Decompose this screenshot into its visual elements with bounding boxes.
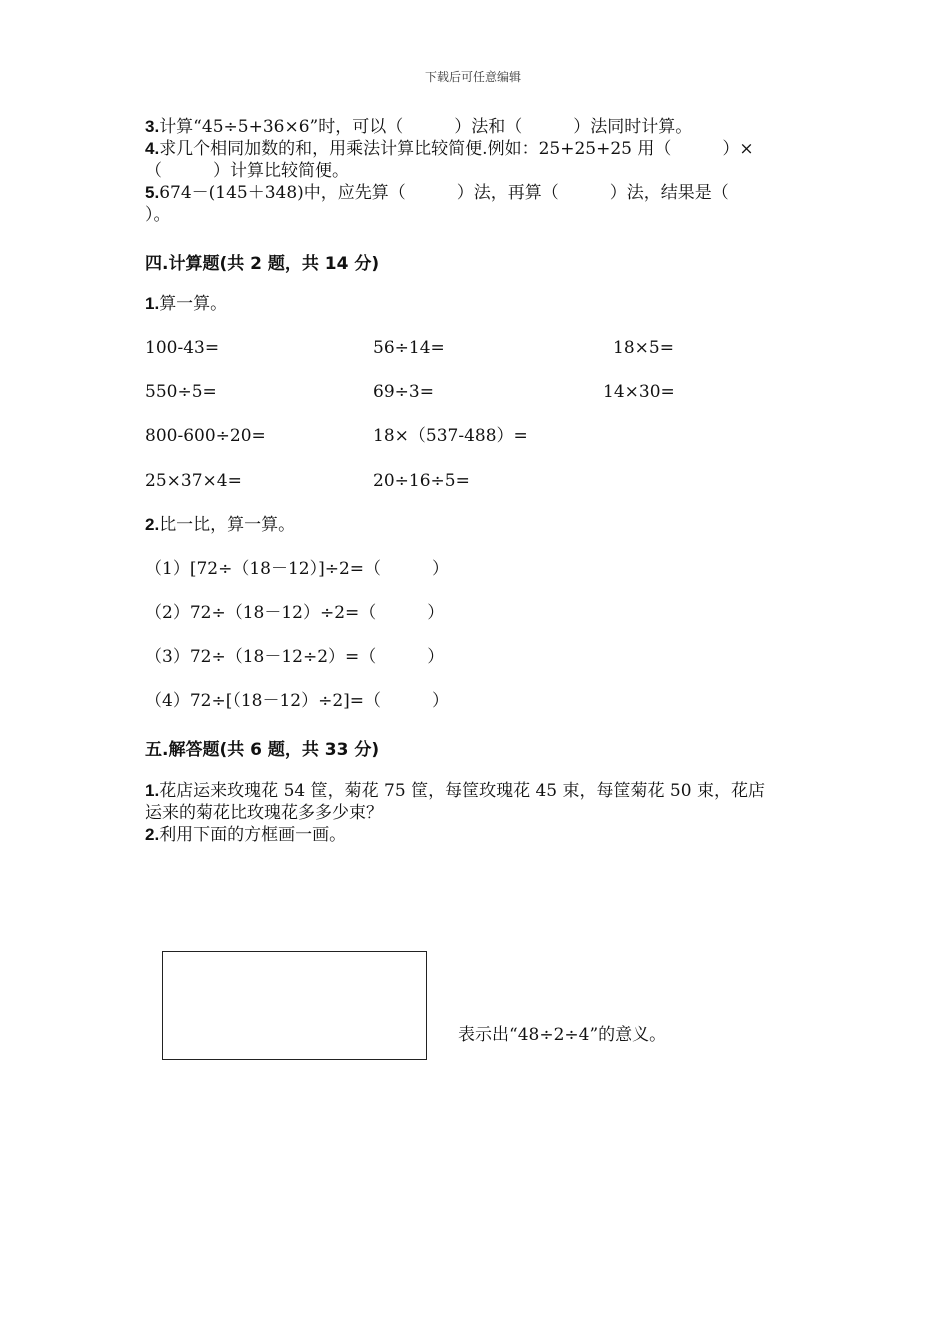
s5-question-1-line-1	[145, 780, 765, 802]
compare-item: （2）72÷（18－12）÷2=（ ）	[145, 603, 445, 623]
compare-item: （1）[72÷（18－12）]÷2=（ ）	[145, 559, 450, 579]
calc-item: 550÷5=	[145, 382, 217, 402]
question-number: 5.	[145, 183, 160, 202]
question-4-line-2: （ ）计算比较简便。	[145, 161, 349, 181]
question-number: 3.	[145, 117, 160, 136]
question-text: 算一算。	[159, 294, 228, 314]
calc-item: 69÷3=	[373, 382, 434, 402]
question-number: 2.	[145, 825, 160, 844]
s4-question-2	[145, 514, 295, 536]
question-5-line-2: ）。	[145, 205, 171, 225]
question-number: 2.	[145, 515, 160, 534]
s5-question-2	[145, 824, 346, 846]
question-3	[145, 116, 692, 138]
section-4-title: 四.计算题(共 2 题，共 14 分)	[145, 254, 380, 274]
compare-item: （4）72÷[（18－12）÷2]=（ ）	[145, 691, 450, 711]
question-4-line-1	[145, 138, 754, 160]
page-header: 下载后可任意编辑	[425, 70, 522, 84]
question-text: 比一比，算一算。	[159, 515, 296, 535]
question-text: 利用下面的方框画一画。	[159, 825, 347, 845]
calc-item: 20÷16÷5=	[373, 471, 470, 491]
section-5-title: 五.解答题(共 6 题，共 33 分)	[145, 740, 380, 760]
calc-item: 18×（537-488）=	[373, 426, 528, 446]
question-number: 1.	[145, 294, 160, 313]
question-5-line-1	[145, 182, 729, 204]
calc-item: 56÷14=	[373, 338, 445, 358]
drawing-box	[162, 951, 427, 1060]
question-text: 求几个相同加数的和，用乘法计算比较简便.例如：25+25+25 用（ ）×	[159, 139, 754, 159]
calc-item: 14×30=	[603, 382, 675, 402]
s4-question-1	[145, 293, 227, 315]
question-number: 4.	[145, 139, 160, 158]
s5-question-1-line-2: 运来的菊花比玫瑰花多多少束？	[145, 803, 383, 823]
calc-item: 25×37×4=	[145, 471, 242, 491]
question-text: 674－(145＋348)中，应先算（ ）法，再算（ ）法，结果是（	[159, 183, 729, 203]
question-number: 1.	[145, 781, 160, 800]
calc-item: 18×5=	[613, 338, 674, 358]
question-text: 计算“45÷5+36×6”时，可以（ ）法和（ ）法同时计算。	[159, 117, 693, 137]
compare-item: （3）72÷（18－12÷2）=（ ）	[145, 647, 445, 667]
question-text: 花店运来玫瑰花 54 筐，菊花 75 筐，每筐玫瑰花 45 束，每筐菊花 50 束，花店	[159, 781, 765, 801]
calc-item: 100-43=	[145, 338, 220, 358]
calc-item: 800-600÷20=	[145, 426, 266, 446]
drawing-caption: 表示出“48÷2÷4”的意义。	[458, 1025, 667, 1045]
